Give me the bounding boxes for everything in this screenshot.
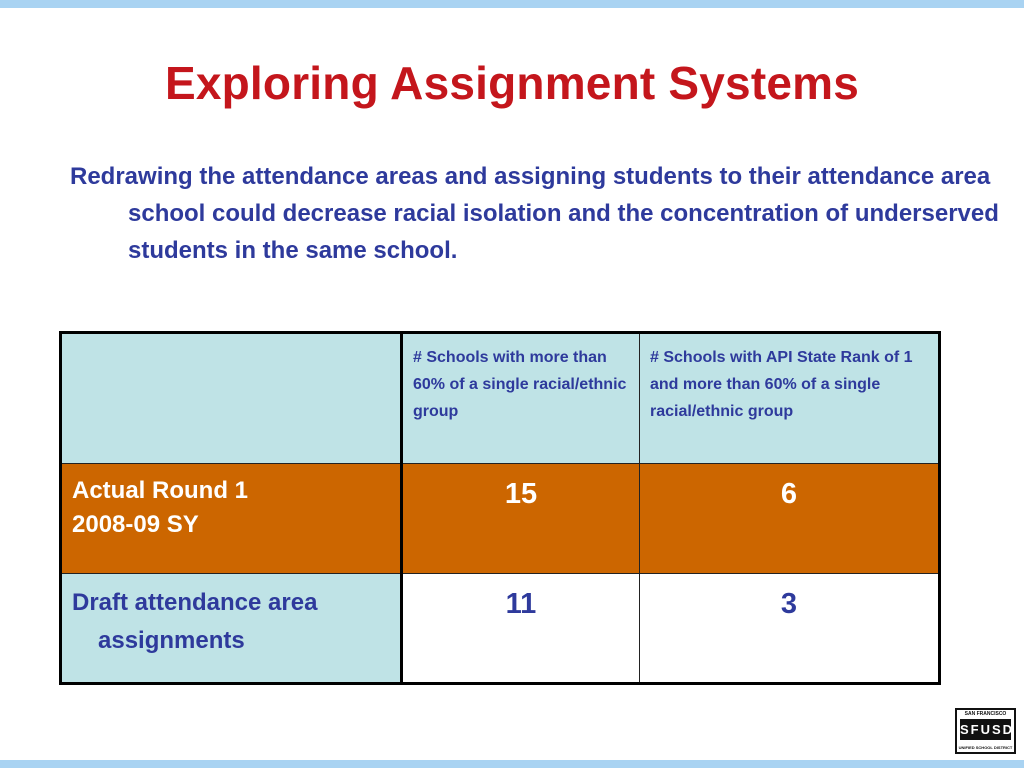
table-header-row (61, 333, 940, 464)
table-row (61, 464, 940, 574)
table-row (61, 574, 940, 684)
row-label-line: Actual Round 1 (72, 477, 249, 504)
table-cell (402, 574, 640, 684)
table-corner-cell (61, 333, 402, 464)
value-draft-schools-60pct: 11 (505, 588, 537, 620)
logo-mark-text: SFUSD (960, 719, 1011, 740)
row-label-line: 2008-09 SY (72, 511, 199, 538)
logo-top-text: SAN FRANCISCO (964, 711, 1007, 717)
table-cell (640, 574, 940, 684)
slide-body-text: Redrawing the attendance areas and assigning students to their attendance area school could decrease racial isolation and the concentration of underserved students in the same school. (70, 163, 999, 264)
row-label-cell (61, 574, 402, 684)
sfusd-logo (955, 708, 1016, 754)
row-label-cell (61, 464, 402, 574)
logo-bottom-text: UNIFIED SCHOOL DISTRICT (958, 745, 1013, 750)
table-header-cell (640, 333, 940, 464)
comparison-table (59, 331, 941, 685)
table-cell (640, 464, 940, 574)
header-schools-60pct: # Schools with more than 60% of a single racial/ethnic group (413, 349, 627, 420)
row-label-draft-assignments: Draft attendance area assignments (72, 589, 318, 654)
value-actual-schools-60pct: 15 (504, 478, 538, 510)
value-draft-api-rank1: 3 (780, 588, 798, 620)
header-schools-api-rank1: # Schools with API State Rank of 1 and more than 60% of a single racial/ethnic group (650, 349, 913, 420)
value-actual-api-rank1: 6 (780, 478, 798, 510)
bottom-accent-band (0, 760, 1024, 768)
top-accent-band (0, 0, 1024, 8)
table-cell (402, 464, 640, 574)
row-label-actual-round-1 (62, 464, 400, 542)
table-header-cell (402, 333, 640, 464)
slide-title: Exploring Assignment Systems (164, 57, 860, 109)
